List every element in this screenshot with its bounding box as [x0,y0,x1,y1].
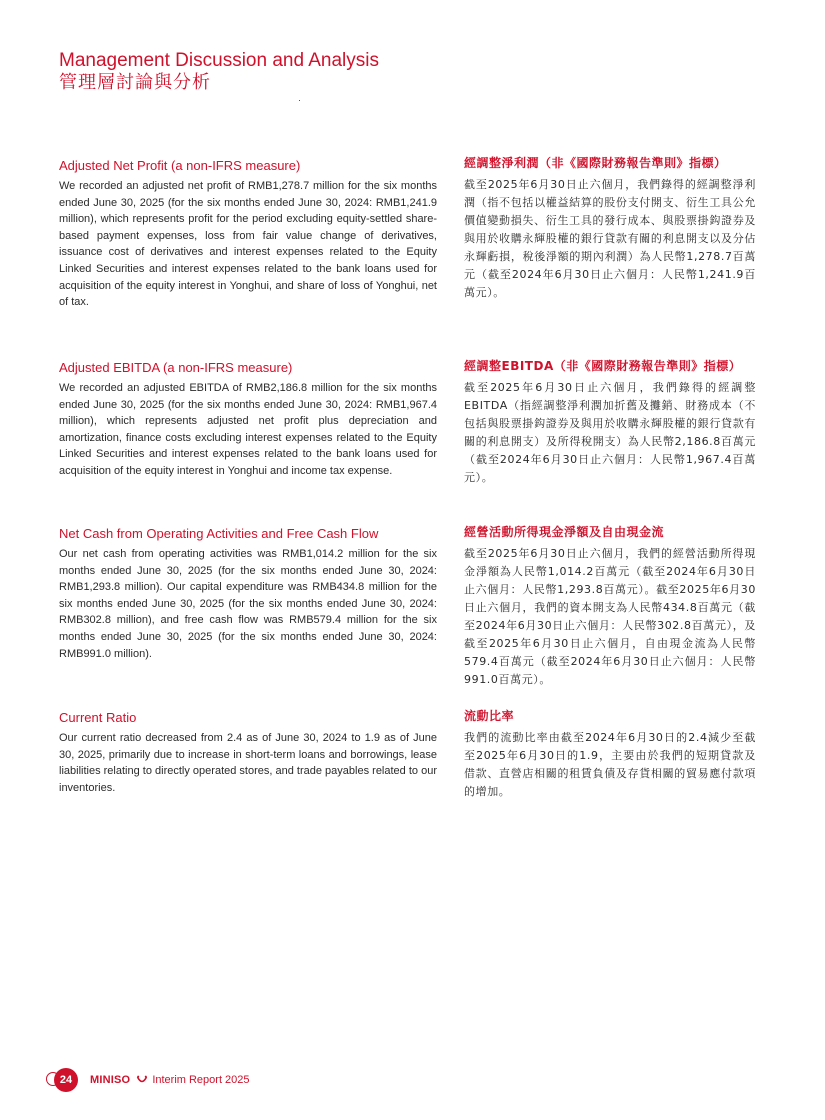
section-adjusted-ebitda-zh [464,358,756,487]
section-heading: Net Cash from Operating Activities and Free Cash Flow [59,526,379,541]
section-heading: 經調整淨利潤（非《國際財務報告準則》指標） [464,156,727,170]
brand-name: MINISO [90,1074,131,1086]
section-heading: 流動比率 [464,709,515,723]
page-title [59,50,379,94]
section-current-ratio-en [59,709,437,796]
section-adjusted-ebitda-en [59,359,437,480]
section-body: 我們的流動比率由截至2024年6月30日的2.4減少至截至2025年6月30日的1.9，主要由於我們的短期貸款及借款、直營店相關的租賃負債及存貨相關的貿易應付款項的增加。 [464,731,756,798]
section-body: 截至2025年6月30日止六個月，我們錄得的經調整EBITDA（指經調整淨利潤加折舊及攤銷、財務成本（不包括與股票掛鈎證券及與用於收購永輝股權的銀行貸款有關的利息開支）及所得稅開支）為人民幣2,186.8百萬元（截至2024年6月30日止六個月：人民幣1,967.4百萬元）。 [464,381,756,484]
section-heading: 經調整EBITDA（非《國際財務報告準則》指標） [464,359,742,373]
page-number-badge [46,1068,82,1092]
section-body: We recorded an adjusted net profit of RMB1,278.7 million for the six months ended June 30, 2025 (for the six months ended June 30, 2024: RMB1,241.9 million), which represents profit for the period excluding equity-settled share-based payment expenses, loss from fair value change of derivatives, issuance cost of derivatives and interest expenses related to the Equity Linked Securities and interest expenses related to the bank loans used for acquisition of the equity interest in Yonghui, and share of loss of Yonghui, net of tax. [59,180,437,309]
section-body: 截至2025年6月30日止六個月，我們錄得的經調整淨利潤（指不包括以權益結算的股份支付開支、衍生工具公允價值變動損失、衍生工具的發行成本、與股票掛鈎證券及與用於收購永輝股權的銀行貸款有關的利息開支以及分佔永輝虧損，稅後淨額的期內利潤）為人民幣1,278.7百萬元（截至2024年6月30日止六個月：人民幣1,241.9百萬元）。 [464,178,756,299]
smile-icon [136,1075,148,1085]
page-title-zh: 管理層討論與分析 [59,72,211,93]
section-heading: Adjusted EBITDA (a non-IFRS measure) [59,360,293,375]
page-title-en: Management Discussion and Analysis [59,50,380,71]
section-heading: 經營活動所得現金淨額及自由現金流 [464,525,665,539]
section-body: 截至2025年6月30日止六個月，我們的經營活動所得現金淨額為人民幣1,014.2百萬元（截至2024年6月30日止六個月：人民幣1,293.8百萬元）。截至2025年6月30日止六個月，我們的資本開支為人民幣434.8百萬元（截至2024年6月30日止六個月：人民幣302.8百萬元），及截至2025年6月30日止六個月，自由現金流為人民幣579.4百萬元（截至2024年6月30日止六個月：人民幣991.0百萬元）。 [464,547,756,686]
section-heading: Adjusted Net Profit (a non-IFRS measure) [59,158,301,173]
section-heading: Current Ratio [59,710,137,725]
page-number: 24 [54,1068,78,1092]
section-net-cash-zh [464,524,756,689]
section-net-cash-en [59,525,437,662]
divider-dot [299,100,300,101]
section-current-ratio-zh [464,708,756,801]
section-adjusted-net-profit-en [59,157,437,311]
report-title: Interim Report 2025 [152,1074,250,1086]
section-body: Our current ratio decreased from 2.4 as of June 30, 2024 to 1.9 as of June 30, 2025, primarily due to increase in short-term loans and borrowings, lease liabilities relating to directly operated stores, and trade payables related to our inventories. [59,732,437,794]
section-body: We recorded an adjusted EBITDA of RMB2,186.8 million for the six months ended June 30, 2025 (for the six months ended June 30, 2024: RMB1,967.4 million), which represents adjusted net profit plus depreciation and amortization, finance costs excluding interest expenses related to the Equity Linked Securities and interest expenses related to the bank loans used for acquisition of the equity interest in Yonghui and income tax expense. [59,382,437,477]
section-body: Our net cash from operating activities was RMB1,014.2 million for the six months ended June 30, 2025 (for the six months ended June 30, 2024: RMB1,293.8 million). Our capital expenditure was RMB434.8 million for the six months ended June 30, 2025 (for the six months ended June 30, 2024: RMB302.8 million), and free cash flow was RMB579.4 million for the six months ended June 30, 2025 (for the six months ended June 30, 2024: RMB991.0 million). [59,548,437,660]
section-adjusted-net-profit-zh [464,155,756,302]
page-footer [46,1068,250,1092]
